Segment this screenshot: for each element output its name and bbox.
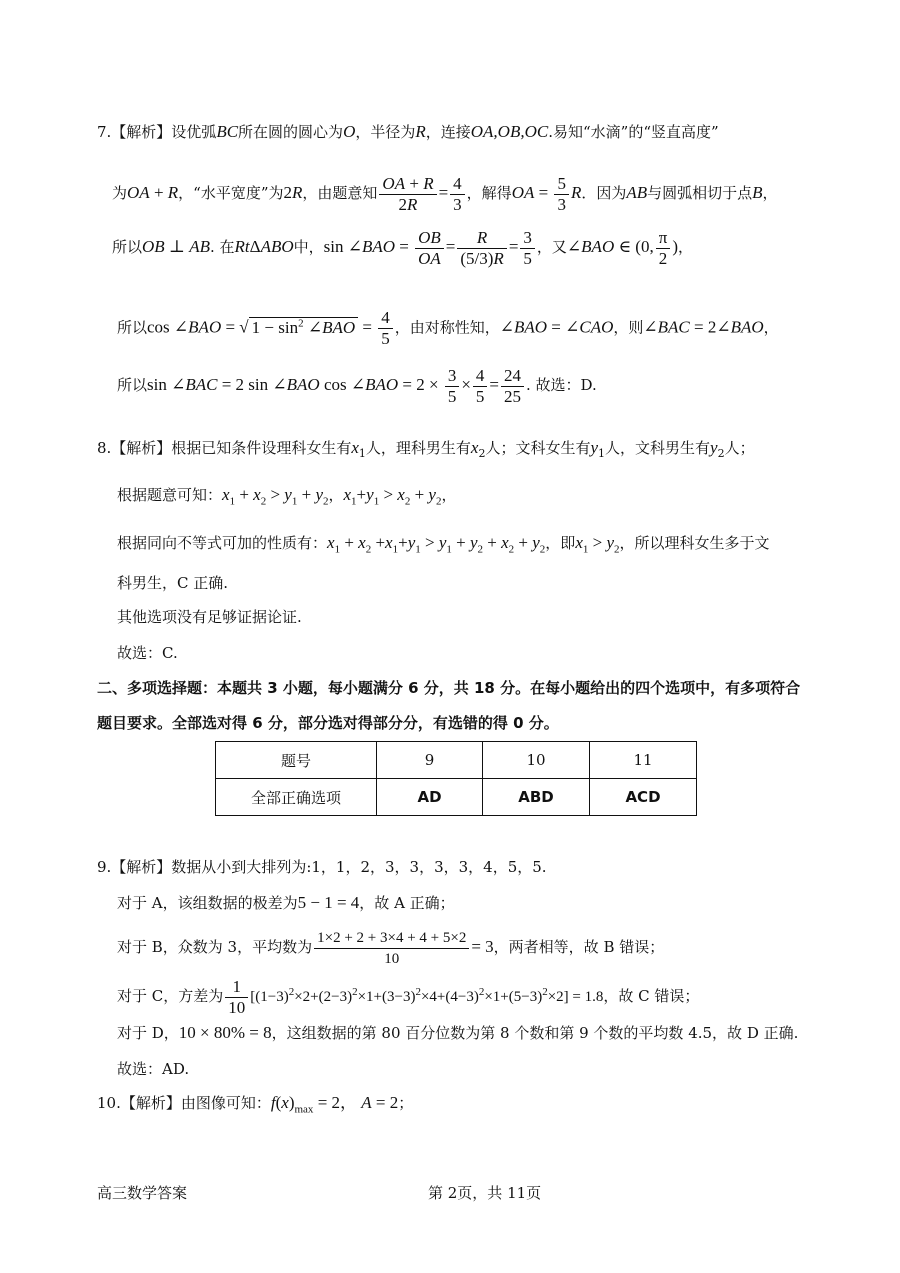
q8-line-2: 根据题意可知：$x_1 + x_2 > y_1 + y_2$，$x_1+y_1 > x_2 + y_2$， [117,485,457,508]
table-cell: ABD [483,779,590,816]
section-2-heading-2: 题目要求。全部选对得 6 分，部分选对得部分分，有选错的得 0 分。 [97,714,559,732]
q7-line-2: 为OA + R，“水平宽度”为2R，由题意知 $\frac{OA + R}{2R}$ = $\frac{4}{3}$ ，解得OA = $\frac{5}{3}$ R．因为AB与圆弧相切于点B， [112,173,778,214]
q9-line-5: 对于 D，10 × 80% = 8，这组数据的第 80 百分位数为第 8 个数和第 9 个数的平均数 4.5，故 D 正确. [117,1023,799,1042]
table-cell: 题号 [216,742,377,779]
table-cell: AD [377,779,483,816]
table-cell: 9 [377,742,483,779]
q7-line-3: 所以OB ⊥ AB. 在RtΔABO中，sin ∠BAO = $\frac{OB}{OA}$ = $\frac{R}{(5/3)R}$ = $\frac{3}{5}$ ，又∠BAO ∈ (0, $\frac{\pi}{2}$ )， [112,227,693,268]
q8-line-5: 其他选项没有足够证据论证. [117,608,302,626]
q7-line-5: 所以sin ∠BAC = 2 sin ∠BAO cos ∠BAO = 2 × $\frac{3}{5}$ × $\frac{4}{5}$ = $\frac{24}{25}$ . 故选：D. [117,365,597,406]
footer-left: 高三数学答案 [97,1184,188,1202]
q9-line-2: 对于 A，该组数据的极差为5 − 1 = 4，故 A 正确； [117,893,455,912]
q8-line-4: 科男生，C 正确. [117,574,229,592]
table-header-row [216,742,697,779]
q7-line-4: 所以cos ∠BAO = √ $1 - \sin^2$ ∠BAO = $\frac{4}{5}$ ，由对称性知，∠BAO = ∠CAO，则∠BAC = 2∠BAO， [117,308,779,349]
q8-line-1: 8.【解析】根据已知条件设理科女生有$x_1$人，理科男生有$x_2$人；文科女生有$y_1$人，文科男生有$y_2$人； [97,438,755,460]
answer-table [215,741,697,816]
q8-line-3: 根据同向不等式可加的性质有：$x_1 + x_2 +x_1+y_1 > y_1 + y_2 + x_2 + y_2$，即$x_1 > y_2$，所以理科女生多于文 [117,533,770,556]
table-row [216,779,697,816]
page-number: 第 2页，共 11页 [428,1184,542,1202]
q10-line-1: 10.【解析】由图像可知：$f(x)_{max} = 2$， A = 2； [97,1093,414,1116]
q9-line-3: 对于 B，众数为 3，平均数为 $\frac{1\times 2 + 2 + 3\times 4 + 4 + 5\times 2}{10}$ = 3，两者相等，故 B 错误； [117,929,665,967]
q9-line-1: 9.【解析】数据从小到大排列为:1，1，2，3，3，3，3，4，5，5. [97,858,547,876]
table-cell: 11 [590,742,697,779]
table-cell: 全部正确选项 [216,779,377,816]
q9-line-4: 对于 C，方差为 $\frac{1}{10}$ $[(1-3)^2\times 2+(2-3)^2\times 1+(3-3)^2\times 4+(4-3)^2\times 1+(5-3)^2\times 2] = 1.8$，故 C 错误； [117,976,700,1017]
q7-line-1: 7.【解析】设优弧BC所在圆的圆心为O，半径为R，连接OA,OB,OC.易知“水滴”的“竖直高度” [97,122,719,141]
q8-line-6: 故选：C. [117,644,178,662]
q9-line-6: 故选：AD. [117,1060,190,1078]
section-2-heading-1: 二、多项选择题：本题共 3 小题，每小题满分 6 分，共 18 分。在每小题给出的四个选项中，有多项符合 [97,679,801,697]
table-cell: 10 [483,742,590,779]
table-cell: ACD [590,779,697,816]
